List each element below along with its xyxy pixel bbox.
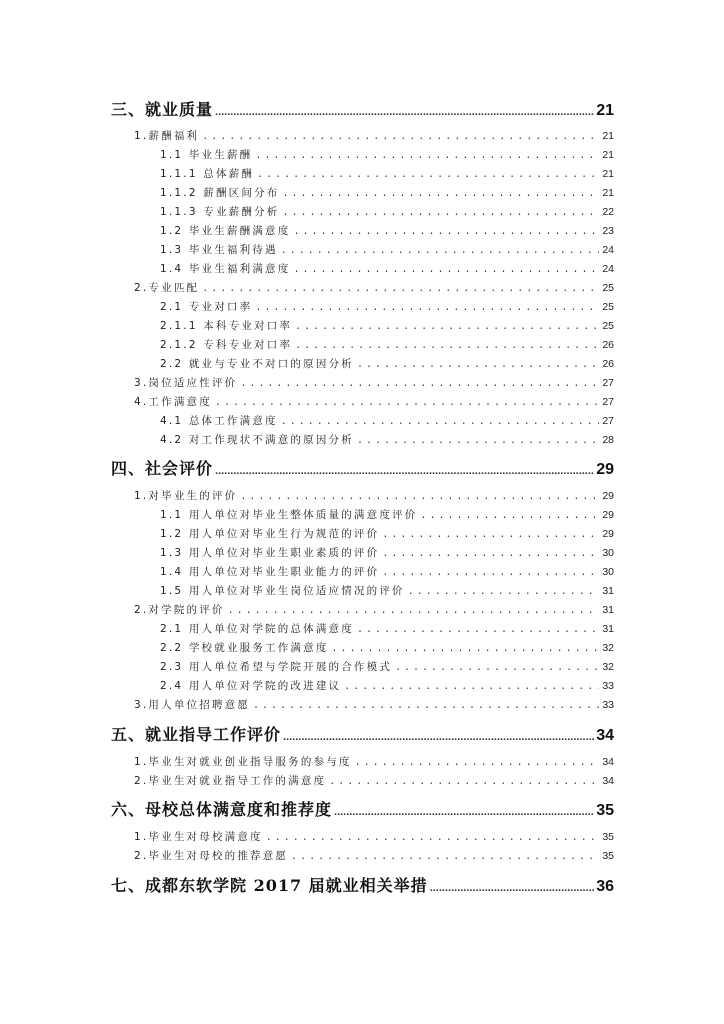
toc-leader-dots — [255, 151, 599, 162]
toc-entry-title: 2.3 用人单位希望与学院开展的合作模式 — [160, 661, 393, 673]
toc-page-number: 34 — [602, 775, 614, 787]
toc-page-number: 32 — [602, 661, 614, 673]
toc-page-number: 28 — [602, 434, 614, 446]
toc-entry[interactable] — [160, 318, 614, 336]
toc-page-number: 35 — [596, 802, 614, 819]
toc-entry-title: 1.薪酬福利 — [134, 130, 200, 142]
toc-leader-dots — [332, 644, 600, 655]
toc-entry-title: 1.毕业生对母校满意度 — [134, 831, 263, 843]
toc-entry-title: 4.1 总体工作满意度 — [160, 415, 278, 427]
toc-page-number: 23 — [602, 225, 614, 237]
toc-entry[interactable] — [160, 432, 614, 450]
toc-leader-dots — [215, 465, 594, 477]
toc-page-number: 31 — [602, 623, 614, 635]
toc-entry[interactable] — [160, 413, 614, 431]
toc-page-number: 27 — [602, 377, 614, 389]
toc-leader-dots — [282, 189, 599, 200]
toc-entry-title: 1.4 用人单位对毕业生职业能力的评价 — [160, 566, 380, 578]
toc-leader-dots — [382, 549, 599, 560]
toc-entry[interactable] — [134, 829, 614, 847]
toc-leader-dots — [357, 625, 599, 636]
toc-entry[interactable] — [160, 147, 614, 165]
toc-entry-title: 2.1 用人单位对学院的总体满意度 — [160, 623, 354, 635]
toc-entry[interactable] — [160, 242, 614, 260]
toc-page-number: 33 — [602, 680, 614, 692]
toc-entry-title: 3.用人单位招聘意愿 — [134, 699, 251, 711]
toc-leader-dots — [430, 882, 595, 894]
toc-entry[interactable] — [134, 488, 614, 506]
toc-leader-dots — [293, 227, 599, 238]
toc-entry-title: 1.2 用人单位对毕业生行为规范的评价 — [160, 528, 380, 540]
toc-leader-dots — [202, 132, 599, 143]
toc-entry-title: 3.岗位适应性评价 — [134, 377, 238, 389]
toc-chapter-3[interactable] — [111, 97, 614, 121]
toc-page-number: 30 — [602, 547, 614, 559]
toc-leader-dots — [334, 806, 594, 818]
toc-page-number: 25 — [602, 282, 614, 294]
toc-page-number: 35 — [602, 831, 614, 843]
toc-entry-title: 4.工作满意度 — [134, 396, 212, 408]
toc-entry[interactable] — [160, 507, 614, 525]
toc-page-number: 31 — [602, 585, 614, 597]
toc-page-number: 21 — [602, 149, 614, 161]
toc-page-number: 27 — [602, 396, 614, 408]
toc-leader-dots — [283, 731, 594, 743]
toc-leader-dots — [240, 492, 599, 503]
toc-page-number: 21 — [602, 187, 614, 199]
toc-chapter-5[interactable] — [111, 722, 614, 746]
toc-leader-dots — [240, 379, 599, 390]
toc-chapter-title: 六、母校总体满意度和推荐度 — [111, 800, 333, 819]
toc-chapter-7[interactable] — [111, 873, 614, 897]
toc-page-number: 30 — [602, 566, 614, 578]
toc-page-number: 26 — [602, 339, 614, 351]
toc-page-number: 34 — [596, 727, 614, 744]
toc-entry-title: 2.2 学校就业服务工作满意度 — [160, 642, 329, 654]
toc-page-number: 21 — [596, 102, 614, 119]
toc-page-number: 24 — [602, 263, 614, 275]
toc-page-number: 25 — [602, 320, 614, 332]
toc-page-number: 35 — [602, 850, 614, 862]
toc-entry[interactable] — [134, 848, 614, 866]
toc-leader-dots — [357, 360, 599, 371]
toc-page-number: 32 — [602, 642, 614, 654]
toc-leader-dots — [215, 106, 594, 118]
toc-entry[interactable] — [134, 754, 614, 772]
toc-entry[interactable] — [160, 564, 614, 582]
toc-chapter-title: 五、就业指导工作评价 — [111, 725, 282, 744]
toc-entry[interactable] — [160, 640, 614, 658]
toc-leader-dots — [329, 777, 599, 788]
toc-entry[interactable] — [160, 185, 614, 203]
toc-leader-dots — [295, 322, 599, 333]
toc-page-number: 36 — [596, 878, 614, 895]
toc-entry-title: 1.1 用人单位对毕业生整体质量的满意度评价 — [160, 509, 418, 521]
toc-page-number: 31 — [602, 604, 614, 616]
toc-entry-title: 1.1.3 专业薪酬分析 — [160, 206, 280, 218]
toc-entry-title: 2.2 就业与专业不对口的原因分析 — [160, 358, 354, 370]
toc-entry-title: 2.对学院的评价 — [134, 604, 225, 616]
toc-leader-dots — [266, 833, 600, 844]
toc-page-number: 26 — [602, 358, 614, 370]
toc-entry[interactable] — [160, 659, 614, 677]
toc-page-number: 29 — [602, 490, 614, 502]
toc-entry[interactable] — [160, 299, 614, 317]
toc-leader-dots — [257, 170, 599, 181]
toc-leader-dots — [344, 682, 599, 693]
toc-page-number: 33 — [602, 699, 614, 711]
toc-entry-title: 2.1 专业对口率 — [160, 301, 253, 313]
toc-chapter-title: 四、社会评价 — [111, 459, 214, 478]
toc-entry-title: 1.4 毕业生福利满意度 — [160, 263, 291, 275]
toc-page-number: 25 — [602, 301, 614, 313]
toc-entry-title: 2.毕业生对就业指导工作的满意度 — [134, 775, 327, 787]
toc-entry[interactable] — [134, 375, 614, 393]
toc-entry[interactable] — [160, 166, 614, 184]
toc-entry[interactable] — [160, 356, 614, 374]
toc-entry[interactable] — [160, 526, 614, 544]
toc-leader-dots — [281, 246, 600, 257]
toc-leader-dots — [291, 852, 599, 863]
toc-leader-dots — [255, 303, 599, 314]
toc-entry[interactable] — [160, 545, 614, 563]
toc-entry[interactable] — [134, 697, 614, 715]
toc-entry-title: 1.对毕业生的评价 — [134, 490, 238, 502]
toc-leader-dots — [408, 587, 600, 598]
toc-entry-title: 1.2 毕业生薪酬满意度 — [160, 225, 291, 237]
toc-leader-dots — [293, 265, 599, 276]
toc-page-number: 24 — [602, 244, 614, 256]
toc-leader-dots — [228, 606, 600, 617]
toc-leader-dots — [253, 701, 599, 712]
toc-entry-title: 2.毕业生对母校的推荐意愿 — [134, 850, 289, 862]
toc-leader-dots — [357, 436, 599, 447]
toc-page-number: 22 — [602, 206, 614, 218]
toc-leader-dots — [420, 511, 599, 522]
toc-entry-title: 1.3 用人单位对毕业生职业素质的评价 — [160, 547, 380, 559]
toc-page-number: 34 — [602, 756, 614, 768]
toc-leader-dots — [295, 341, 599, 352]
toc-leader-dots — [395, 663, 599, 674]
toc-entry-title: 2.1.1 本科专业对口率 — [160, 320, 293, 332]
toc-leader-dots — [281, 417, 600, 428]
toc-entry-title: 1.1.2 薪酬区间分布 — [160, 187, 280, 199]
toc-leader-dots — [382, 568, 599, 579]
toc-entry-title: 4.2 对工作现状不满意的原因分析 — [160, 434, 354, 446]
toc-entry[interactable] — [160, 261, 614, 279]
toc-entry-title: 1.1.1 总体薪酬 — [160, 168, 255, 180]
toc-page-number: 29 — [602, 509, 614, 521]
toc-page-number: 21 — [602, 168, 614, 180]
toc-leader-dots — [282, 208, 599, 219]
toc-entry-title: 1.5 用人单位对毕业生岗位适应情况的评价 — [160, 585, 405, 597]
toc-page-number: 21 — [602, 130, 614, 142]
toc-entry-title: 2.1.2 专科专业对口率 — [160, 339, 293, 351]
toc-leader-dots — [355, 758, 600, 769]
toc-chapter-title: 三、就业质量 — [111, 100, 214, 119]
toc-entry-title: 1.3 毕业生福利待遇 — [160, 244, 278, 256]
toc-entry-title: 2.4 用人单位对学院的改进建议 — [160, 680, 342, 692]
toc-entry[interactable] — [134, 394, 614, 412]
toc-entry[interactable] — [160, 583, 614, 601]
toc-entry-title: 1.1 毕业生薪酬 — [160, 149, 253, 161]
toc-entry[interactable] — [160, 621, 614, 639]
toc-entry[interactable] — [134, 773, 614, 791]
toc-chapter-6[interactable] — [111, 797, 614, 821]
toc-chapter-4[interactable] — [111, 456, 614, 480]
toc-page-number: 29 — [596, 461, 614, 478]
toc-entry[interactable] — [134, 602, 614, 620]
toc-chapter-title: 七、成都东软学院 2017 届就业相关举措 — [111, 876, 428, 895]
toc-entry[interactable] — [134, 280, 614, 298]
toc-page-number: 27 — [602, 415, 614, 427]
toc-entry-title: 1.毕业生对就业创业指导服务的参与度 — [134, 756, 352, 768]
toc-entry[interactable] — [160, 204, 614, 222]
toc-page-number: 29 — [602, 528, 614, 540]
toc-leader-dots — [215, 398, 599, 409]
toc-entry[interactable] — [160, 223, 614, 241]
toc-entry[interactable] — [134, 128, 614, 146]
toc-entry-title: 2.专业匹配 — [134, 282, 200, 294]
toc-entry[interactable] — [160, 337, 614, 355]
toc-entry[interactable] — [160, 678, 614, 696]
toc-leader-dots — [202, 284, 599, 295]
toc-leader-dots — [382, 530, 599, 541]
